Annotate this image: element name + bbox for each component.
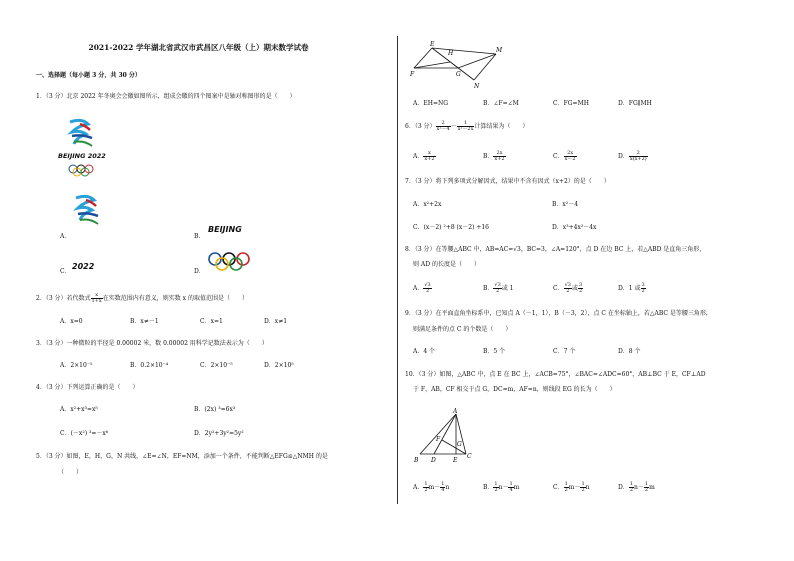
fig10-label-e: E — [453, 457, 458, 464]
q5-option-d[interactable]: D．FG∥MH — [618, 100, 652, 107]
fig5-label-e: E — [430, 41, 435, 48]
q2-option-b[interactable]: B．x≠－1 — [130, 318, 159, 325]
q1-option-b[interactable]: B． — [194, 233, 205, 240]
section-heading: 一、选择题（每小题 3 分，共 30 分） — [36, 72, 141, 79]
column-divider — [397, 36, 398, 504]
q4-option-b[interactable]: B．(2x) ³=6x³ — [194, 406, 236, 413]
q2-option-d[interactable]: D．x≠1 — [264, 318, 288, 325]
q9-option-c[interactable]: C．7 个 — [553, 348, 576, 355]
q10-stem-line2: 于 F，AB，CF 相交于点 G，DC=m，AF=n，则线段 EG 的长为（ ） — [413, 386, 616, 393]
fig5-label-f: F — [410, 71, 415, 78]
q1-option-d[interactable]: D． — [194, 268, 205, 275]
q5-stem: 5．（3 分）如图，E，H，G，N 共线，∠E=∠N，EF=NM，添加一个条件，不能判断△EFG≌△NMH 的是 — [36, 453, 328, 460]
fig10-label-b: B — [414, 457, 419, 464]
q5-option-c[interactable]: C．FG=MH — [553, 100, 589, 107]
q6-option-a[interactable]: A． $\frac{x}{x+2}$ — [413, 150, 435, 162]
q1-option-b-beijing-text: BEIJING — [208, 225, 242, 234]
q7-option-a[interactable]: A．x²+2x — [413, 201, 442, 208]
fig10-label-a: A — [453, 408, 458, 415]
q10-figure — [410, 408, 480, 468]
q10-option-a[interactable]: A． $\frac{1}{2}$ m－ $\frac{1}{4}$ n — [413, 481, 450, 493]
q5-option-b[interactable]: B．∠F=∠M — [483, 100, 519, 107]
q9-option-d[interactable]: D．8 个 — [618, 348, 641, 355]
q4-option-d[interactable]: D．2y²+3y²=5y² — [194, 430, 244, 437]
q7-stem: 7．（3 分）将下列多项式分解因式，结果中不含有因式（x+2）的是（ ） — [405, 178, 610, 185]
q9-stem-line2: 则满足条件的点 C 的个数是（ ） — [413, 326, 512, 333]
q8-option-d[interactable]: D．1 或 $\frac{3}{2}$ — [618, 282, 645, 294]
q9-stem: 9．（3 分）在平面直角坐标系中，已知点 A（－1，1），B（－3，2），点 C 在坐标轴上，若△ABC 是等腰三角形， — [405, 310, 712, 317]
fig10-label-c: C — [467, 453, 472, 460]
q6-option-b[interactable]: B． $\frac{2x}{x+2}$ — [483, 150, 505, 162]
q7-option-b[interactable]: B．x²－4 — [552, 201, 579, 208]
q1-option-c-2022-text: 2022 — [72, 262, 95, 271]
q8-option-b[interactable]: B． $\frac{√3}{2}$ 或 1 — [483, 282, 514, 294]
q5-figure — [410, 40, 506, 94]
q7-option-d[interactable]: D．x³+4x²－4x — [552, 224, 597, 231]
q3-option-c[interactable]: C．2×10⁻⁵ — [200, 362, 233, 369]
q3-option-a[interactable]: A．2×10⁻⁵ — [60, 362, 93, 369]
q2-fraction: $\frac{x}{1+x}$ — [91, 292, 102, 304]
q6-option-d[interactable]: D． $\frac{2}{x(x+2)}$ — [618, 150, 647, 162]
q9-option-b[interactable]: B．5 个 — [483, 348, 506, 355]
q8-option-c[interactable]: C． $\frac{√3}{2}$ 或 $\frac{3}{2}$ — [553, 282, 583, 294]
q6-option-c[interactable]: C． $\frac{2x}{x-2}$ — [553, 150, 576, 162]
fig5-label-m: M — [496, 47, 503, 54]
q10-option-c[interactable]: C． $\frac{1}{2}$ m－ $\frac{1}{2}$ n — [553, 481, 590, 493]
q1-option-a[interactable]: A． — [60, 233, 71, 240]
q8-stem-line2: 则 AD 的长度是（ ） — [413, 261, 480, 268]
q4-option-a[interactable]: A．x²+x³=x⁵ — [60, 406, 98, 413]
fig5-label-g: G — [456, 71, 461, 78]
q1-beijing2022-text: BEIJING 2022 — [58, 152, 106, 160]
q8-stem: 8．（3 分）在等腰△ABC 中，AB=AC=√3，BC=3，∠A=120°，点 D 在边 BC 上，若△ABD 是直角三角形， — [405, 246, 706, 253]
q5-option-a[interactable]: A．EH=NG — [413, 100, 449, 107]
q9-option-a[interactable]: A．4 个 — [413, 348, 436, 355]
q1-option-c[interactable]: C． — [60, 268, 71, 275]
q10-option-d[interactable]: D． $\frac{1}{2}$ n－ $\frac{1}{2}$ m — [618, 481, 655, 493]
q8-option-a[interactable]: A． $\frac{√3}{2}$ — [413, 282, 431, 294]
q3-option-d[interactable]: D．2×10⁵ — [264, 362, 294, 369]
q3-stem: 3．（3 分）一种微粒的半径是 0.00002 米，数 0.00002 用科学记数法表示为（ ） — [36, 340, 268, 347]
q7-option-c[interactable]: C．(x－2) ²+8 (x－2) +16 — [413, 224, 489, 231]
q10-option-b[interactable]: B． $\frac{1}{2}$ n－ $\frac{1}{4}$ m — [483, 481, 520, 493]
q2-stem: 2．（3 分）若代数式 $\frac{x}{1+x}$ 在实数范围内有意义，则实数 x 的取值范围是（ ） — [36, 292, 248, 304]
q1-stem: 1．（3 分）北京 2022 年冬奥会会徽如图所示，组成会徽的四个图案中是轴对称图形的是（ ） — [36, 93, 296, 100]
q5-stem-tail: （ ） — [58, 469, 83, 476]
q6-stem: 6．（3 分） $\frac{2}{\text{x²－4}}$ － $\frac{1}{\text{x²－2x}}$ 计算结果为（ ） — [405, 120, 529, 132]
fig10-label-g: G — [457, 441, 462, 448]
q2-option-a[interactable]: A．x=0 — [60, 318, 83, 325]
q1-option-a-image — [70, 192, 110, 246]
fig10-label-f: F — [436, 436, 441, 443]
fig10-label-d: D — [431, 457, 436, 464]
page-title: 2021-2022 学年湖北省武汉市武昌区八年级（上）期末数学试卷 — [88, 43, 309, 52]
q4-stem: 4．（3 分）下列运算正确的是（ ） — [36, 384, 139, 391]
q1-rings-small — [68, 161, 102, 180]
fig5-label-h: H — [448, 50, 454, 57]
q1-option-d-rings-image — [207, 252, 253, 276]
q10-stem: 10．（3 分）如图，△ABC 中，点 E 在 BC 上，∠ACB=75°，∠BAC=∠ADC=60°，AB⊥BC 于 E，CF⊥AD — [405, 371, 706, 378]
q3-option-b[interactable]: B．0.2×10⁻⁴ — [130, 362, 169, 369]
fig5-label-n: N — [474, 83, 480, 90]
q4-option-c[interactable]: C．(－x²) ³=－x⁶ — [60, 430, 109, 437]
q2-option-c[interactable]: C．x=1 — [200, 318, 223, 325]
